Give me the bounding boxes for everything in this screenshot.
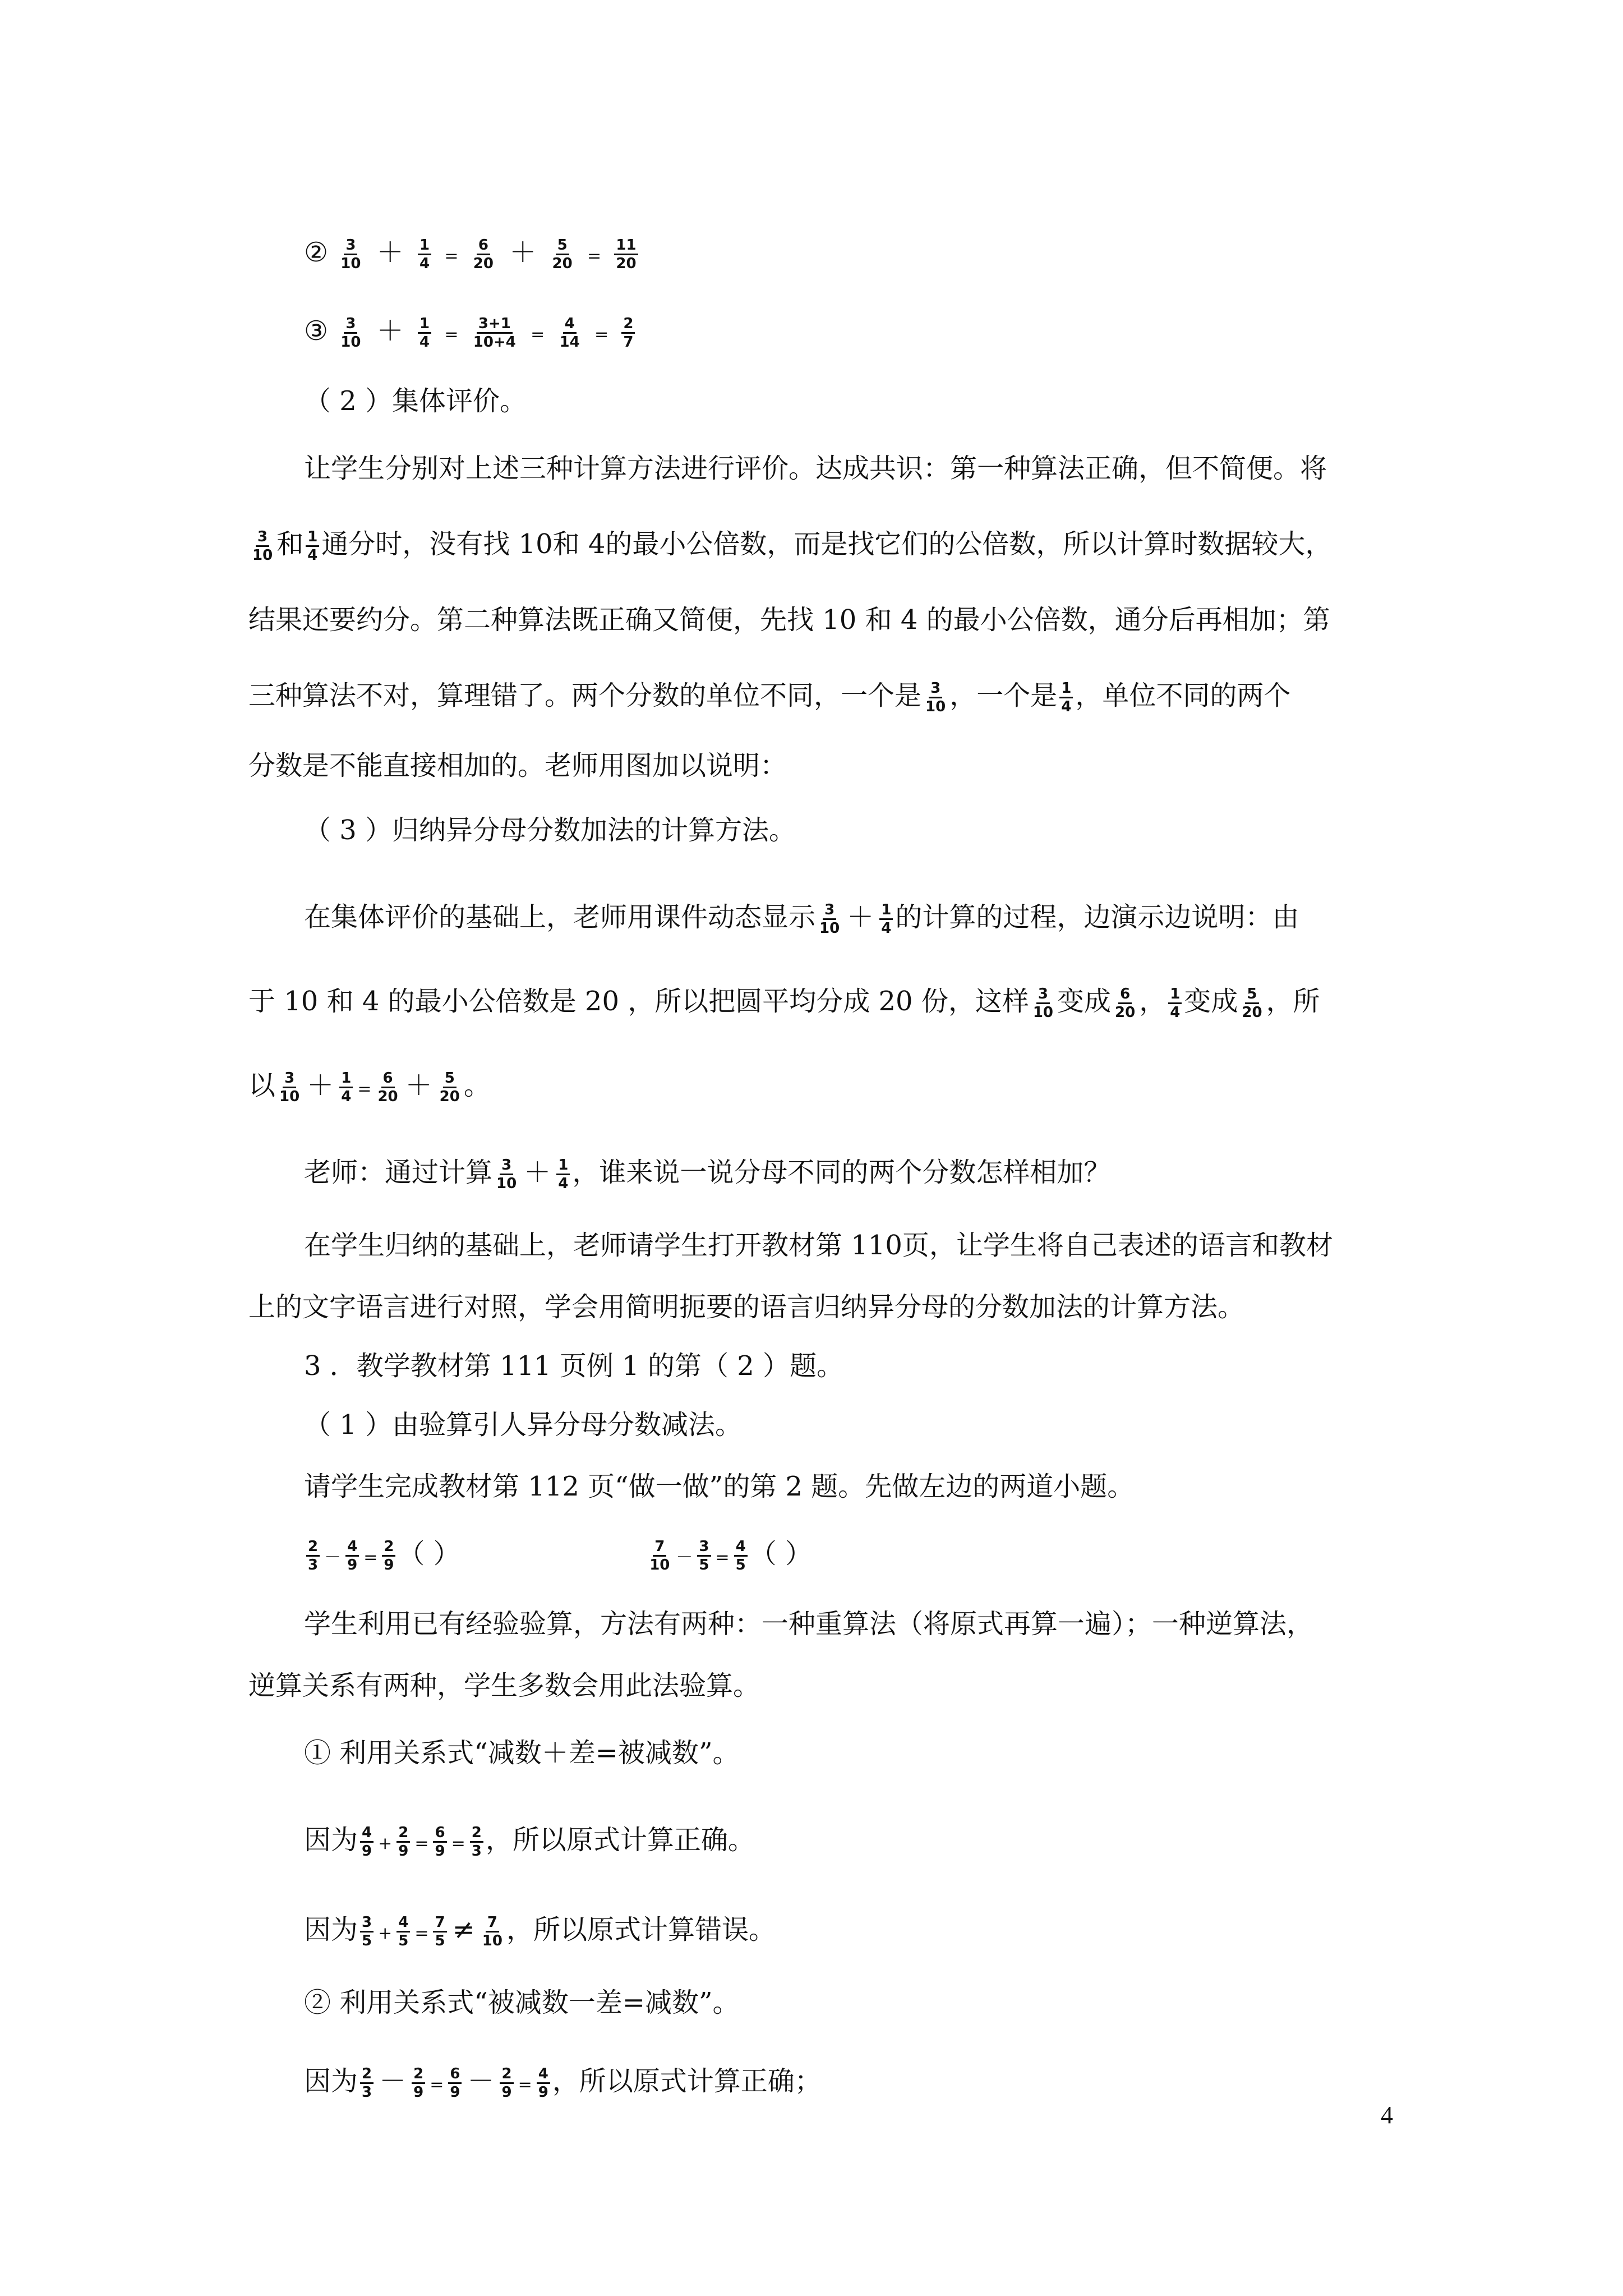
equals-sign: = bbox=[715, 1548, 730, 1567]
fraction: $\frac{2}{3}$ bbox=[306, 1538, 320, 1573]
fraction: $\frac{6}{20}$ bbox=[377, 1070, 398, 1105]
fraction: $\frac{2}{9}$ bbox=[382, 1538, 395, 1573]
paragraph-line: 分数是不能直接相加的。老师用图加以说明： bbox=[248, 750, 787, 781]
section-heading: ② 利用关系式“被减数一差=减数”。 bbox=[304, 1987, 740, 2018]
equals-sign: = bbox=[587, 246, 602, 266]
fraction: $\frac{2}{3}$ bbox=[360, 2065, 374, 2101]
fraction: $\frac{5}{20}$ bbox=[1242, 986, 1262, 1021]
fraction: $\frac{6}{9}$ bbox=[448, 2065, 462, 2101]
text: 变成 bbox=[1184, 986, 1238, 1017]
section-heading: ① 利用关系式“减数＋差=被减数”。 bbox=[304, 1737, 740, 1769]
fraction: $\frac{3}{5}$ bbox=[360, 1914, 374, 1949]
paragraph-line: 学生利用已有经验验算，方法有两种：一种重算法（将原式再算一遍）；一种逆算法， bbox=[304, 1608, 1314, 1640]
text: 变成 bbox=[1057, 986, 1112, 1017]
text: 。 bbox=[463, 1070, 491, 1101]
fraction: $\frac{4}{9}$ bbox=[345, 1538, 359, 1573]
fraction: $\frac{2}{3}$ bbox=[470, 1824, 483, 1860]
fraction: $\frac{3}{10}$ bbox=[496, 1157, 517, 1192]
fraction: $\frac{2}{7}$ bbox=[621, 315, 635, 351]
paragraph-line bbox=[304, 1913, 1399, 1950]
equals-sign: = bbox=[518, 2075, 532, 2095]
paragraph-line bbox=[248, 1069, 1399, 1106]
plus-sign: ＋ bbox=[524, 1157, 551, 1188]
equals-sign: = bbox=[414, 1924, 429, 1943]
plus-sign: ＋ bbox=[307, 1070, 334, 1101]
plus-sign: ＋ bbox=[847, 901, 874, 933]
paragraph-line bbox=[304, 1823, 1399, 1861]
minus-sign: － bbox=[324, 1548, 342, 1567]
fraction: $\frac{6}{20}$ bbox=[1115, 986, 1136, 1021]
fraction: $\frac{1}{4}$ bbox=[1168, 986, 1182, 1021]
not-equal-sign: ≠ bbox=[452, 1914, 475, 1945]
text: 的计算的过程，边演示边说明：由 bbox=[895, 901, 1299, 933]
equals-sign: = bbox=[444, 246, 459, 266]
plus-sign: ＋ bbox=[376, 237, 404, 268]
fraction: $\frac{2}{9}$ bbox=[412, 2065, 425, 2101]
fraction: $\frac{3}{10}$ bbox=[279, 1070, 300, 1105]
fraction: $\frac{7}{5}$ bbox=[433, 1914, 446, 1949]
equals-sign: = bbox=[363, 1548, 378, 1567]
fraction: $\frac{11}{20}$ bbox=[614, 237, 638, 272]
exercise-line bbox=[304, 1537, 1399, 1575]
text: 因为 bbox=[304, 2065, 358, 2097]
text: ，所 bbox=[1266, 986, 1320, 1017]
fraction: $\frac{4}{5}$ bbox=[734, 1538, 748, 1573]
minus-sign: － bbox=[676, 1548, 693, 1567]
paragraph-line bbox=[248, 984, 1399, 1021]
equals-sign: = bbox=[430, 2075, 444, 2095]
text: ，所以原式计算正确； bbox=[552, 2065, 822, 2097]
fraction: $\frac{3+1}{10+4}$ bbox=[473, 315, 516, 351]
paragraph-line: 结果还要约分。第二种算法既正确又简便，先找 10 和 4 的最小公倍数，通分后再相加；第 bbox=[248, 604, 1330, 636]
text: 通分时，没有找 10和 4的最小公倍数，而是找它们的公倍数，所以计算时数据较大， bbox=[321, 528, 1332, 560]
paragraph-line bbox=[304, 1156, 1399, 1192]
fraction: $\frac{4}{14}$ bbox=[559, 315, 580, 351]
fraction: $\frac{4}{9}$ bbox=[537, 2065, 550, 2101]
plus-sign: ＋ bbox=[509, 237, 537, 268]
text: 在集体评价的基础上，老师用课件动态显示 bbox=[304, 901, 816, 933]
equals-sign: = bbox=[531, 325, 545, 344]
fraction: $\frac{3}{10}$ bbox=[252, 528, 273, 564]
fraction: $\frac{3}{5}$ bbox=[697, 1538, 711, 1573]
equals-sign: = bbox=[414, 1834, 429, 1853]
plus-sign: + bbox=[378, 1834, 393, 1853]
fraction: $\frac{1}{4}$ bbox=[1059, 680, 1073, 715]
fraction: $\frac{1}{4}$ bbox=[418, 237, 431, 272]
fraction: $\frac{1}{4}$ bbox=[306, 528, 319, 564]
text: ，一个是 bbox=[949, 680, 1058, 711]
fraction: $\frac{1}{4}$ bbox=[879, 901, 893, 937]
section-heading: （ 2 ）集体评价。 bbox=[304, 385, 527, 417]
section-heading: （ 3 ）归纳异分母分数加法的计算方法。 bbox=[304, 815, 796, 846]
answer-blank[interactable]: （ ） bbox=[398, 1538, 460, 1570]
equation-line-3 bbox=[304, 314, 1399, 352]
fraction: $\frac{4}{5}$ bbox=[396, 1914, 410, 1949]
paragraph-line: 请学生完成教材第 112 页“做一做”的第 2 题。先做左边的两道小题。 bbox=[304, 1471, 1135, 1502]
paragraph-line: 上的文字语言进行对照，学会用简明扼要的语言归纳异分母的分数加法的计算方法。 bbox=[248, 1291, 1245, 1323]
fraction: $\frac{7}{10}$ bbox=[482, 1914, 502, 1949]
plus-sign: ＋ bbox=[405, 1070, 432, 1101]
text: 因为 bbox=[304, 1824, 358, 1856]
fraction: $\frac{3}{10}$ bbox=[925, 680, 946, 715]
text: 以 bbox=[248, 1070, 276, 1101]
text: 三种算法不对，算理错了。两个分数的单位不同，一个是 bbox=[248, 680, 922, 711]
equation-line-2 bbox=[304, 236, 1399, 273]
fraction: $\frac{6}{9}$ bbox=[433, 1824, 446, 1860]
fraction: $\frac{2}{9}$ bbox=[500, 2065, 513, 2101]
fraction: $\frac{3}{10}$ bbox=[1032, 986, 1054, 1021]
text: 于 10 和 4 的最小公倍数是 20 ，所以把圆平均分成 20 份，这样 bbox=[248, 986, 1029, 1017]
page-number: 4 bbox=[1381, 2101, 1393, 2129]
circled-number: ② bbox=[304, 237, 329, 268]
equals-sign: = bbox=[357, 1079, 372, 1099]
equals-sign: = bbox=[451, 1834, 465, 1853]
text: 因为 bbox=[304, 1914, 358, 1945]
answer-blank[interactable]: （ ） bbox=[749, 1538, 812, 1570]
paragraph-line bbox=[248, 527, 1399, 564]
minus-sign: － bbox=[379, 2065, 407, 2097]
fraction: $\frac{1}{4}$ bbox=[418, 315, 431, 351]
fraction: $\frac{7}{10}$ bbox=[649, 1538, 670, 1573]
fraction: $\frac{1}{4}$ bbox=[339, 1070, 353, 1105]
circled-number: ③ bbox=[304, 315, 329, 347]
paragraph-line: 让学生分别对上述三种计算方法进行评价。达成共识：第一种算法正确，但不简便。将 bbox=[304, 453, 1327, 484]
text: ，所以原式计算正确。 bbox=[485, 1824, 755, 1856]
fraction: $\frac{5}{20}$ bbox=[439, 1070, 460, 1105]
text: 和 bbox=[276, 528, 304, 560]
paragraph-line: 逆算关系有两种，学生多数会用此法验算。 bbox=[248, 1670, 760, 1701]
paragraph-line: 在学生归纳的基础上，老师请学生打开教材第 110页，让学生将自己表述的语言和教材 bbox=[304, 1230, 1333, 1261]
fraction: $\frac{2}{9}$ bbox=[396, 1824, 410, 1860]
paragraph-line bbox=[304, 2064, 1399, 2102]
section-heading: （ 1 ）由验算引人异分母分数减法。 bbox=[304, 1409, 743, 1441]
fraction: $\frac{1}{4}$ bbox=[556, 1157, 570, 1192]
fraction: $\frac{3}{10}$ bbox=[819, 901, 840, 937]
fraction: $\frac{6}{20}$ bbox=[473, 237, 494, 272]
equals-sign: = bbox=[444, 325, 459, 344]
paragraph-line bbox=[304, 900, 1399, 937]
text: ，谁来说一说分母不同的两个分数怎样相加？ bbox=[572, 1157, 1111, 1188]
text: ，所以原式计算错误。 bbox=[506, 1914, 776, 1945]
fraction: $\frac{3}{10}$ bbox=[340, 315, 361, 351]
plus-sign: ＋ bbox=[376, 315, 404, 347]
fraction: $\frac{4}{9}$ bbox=[360, 1824, 374, 1860]
plus-sign: + bbox=[378, 1924, 393, 1943]
minus-sign: － bbox=[467, 2065, 495, 2097]
fraction: $\frac{3}{10}$ bbox=[340, 237, 361, 272]
equals-sign: = bbox=[594, 325, 609, 344]
text: ，单位不同的两个 bbox=[1075, 680, 1291, 711]
text: ， bbox=[1139, 986, 1166, 1017]
fraction: $\frac{5}{20}$ bbox=[552, 237, 573, 272]
section-heading: 3 ．教学教材第 111 页例 1 的第（ 2 ）题。 bbox=[304, 1350, 844, 1382]
text: 老师：通过计算 bbox=[304, 1157, 493, 1188]
paragraph-line bbox=[248, 679, 1399, 715]
